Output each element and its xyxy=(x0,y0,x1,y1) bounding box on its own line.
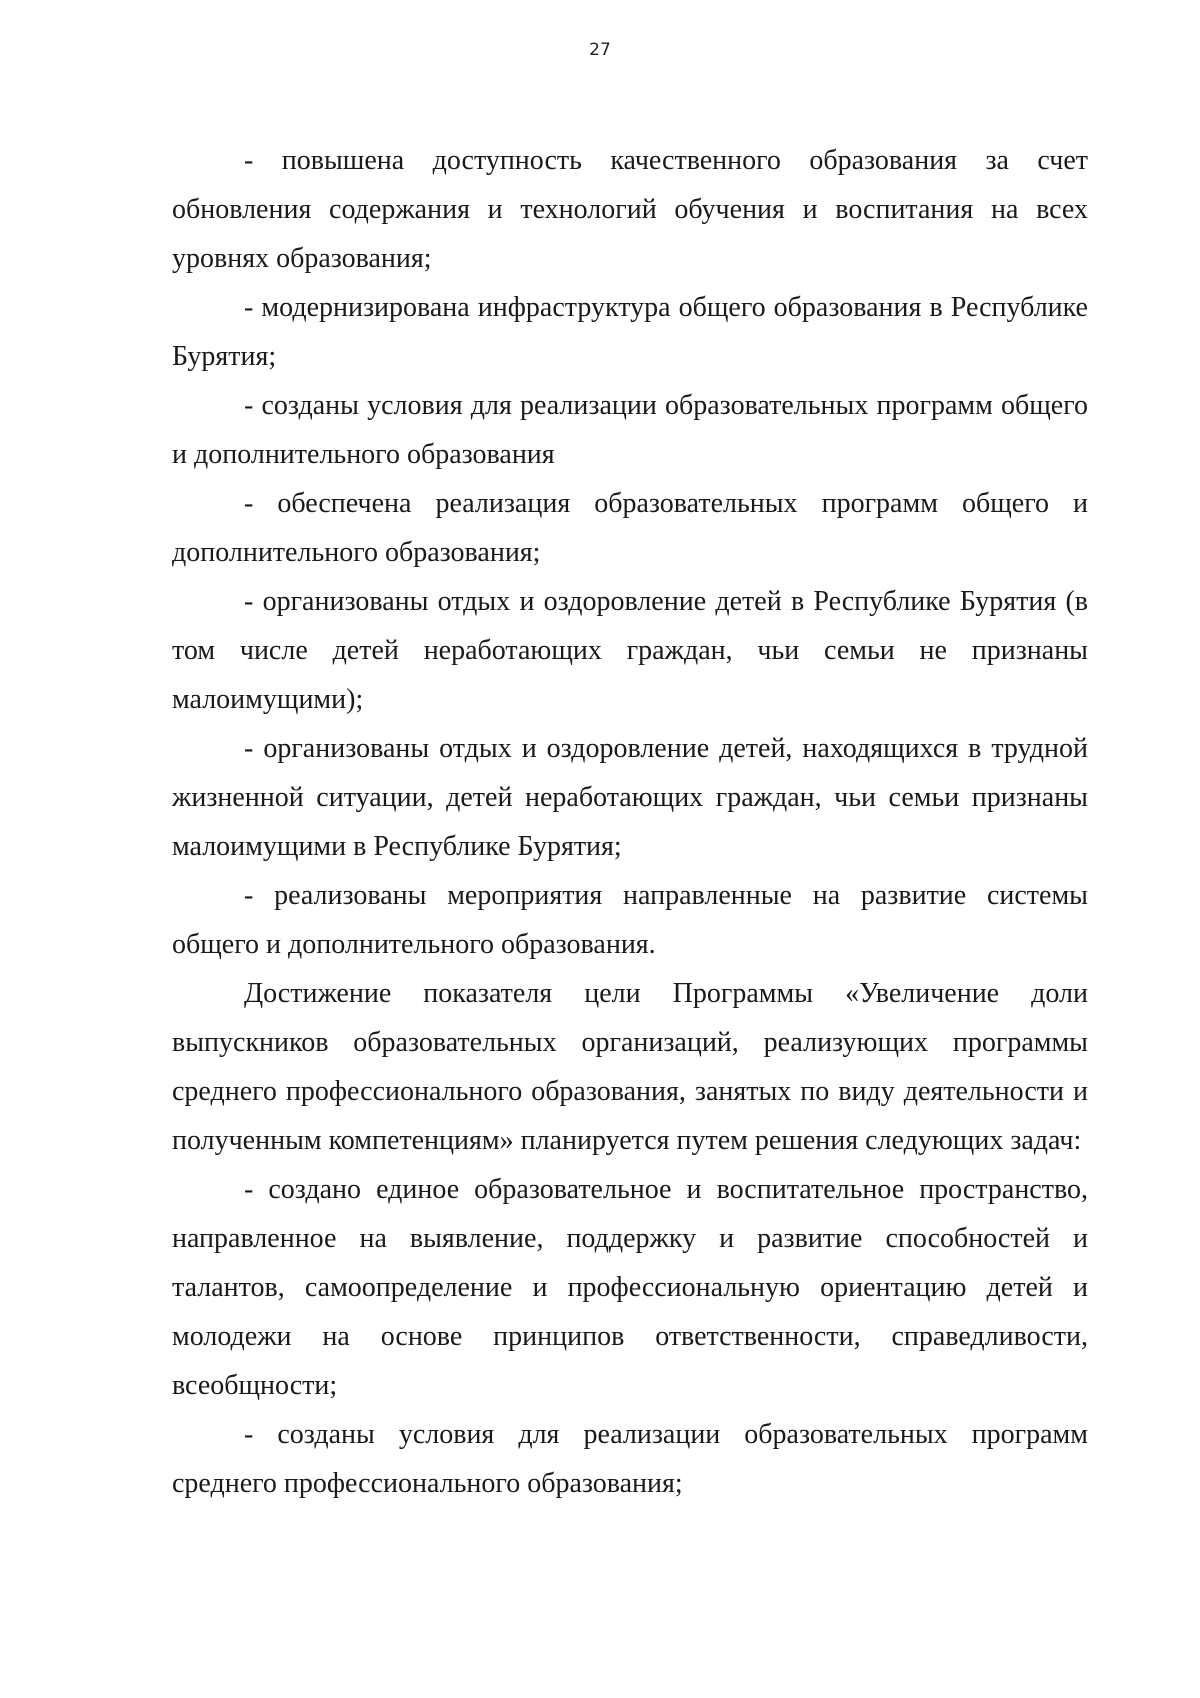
document-body xyxy=(172,136,1088,1508)
paragraph-8: Достижение показателя цели Программы «Увеличение доли выпускников образовательных организаций, реализующих программы среднего профессионального образования, занятых по виду деятельности и полученным компетенциям» планируется путем решения следующих задач: xyxy=(172,978,1088,1156)
paragraph-7: - реализованы мероприятия направленные на развитие системы общего и дополнительного образования. xyxy=(172,880,1088,960)
paragraph-5: - организованы отдых и оздоровление детей в Республике Бурятия (в том числе детей неработающих граждан, чьи семьи не признаны малоимущими); xyxy=(172,586,1088,715)
paragraph-1: - повышена доступность качественного образования за счет обновления содержания и технологий обучения и воспитания на всех уровнях образования; xyxy=(172,145,1088,274)
paragraph-9: - создано единое образовательное и воспитательное пространство, направленное на выявление, поддержку и развитие способностей и талантов, самоопределение и профессиональную ориентацию детей и молодежи на основе принципов ответственности, справедливости, всеобщности; xyxy=(172,1174,1088,1401)
paragraph-4: - обеспечена реализация образовательных программ общего и дополнительного образования; xyxy=(172,488,1088,568)
paragraph-6: - организованы отдых и оздоровление детей, находящихся в трудной жизненной ситуации, детей неработающих граждан, чьи семьи признаны малоимущими в Республике Бурятия; xyxy=(172,733,1088,862)
paragraph-10: - созданы условия для реализации образовательных программ среднего профессионального образования; xyxy=(172,1419,1088,1499)
paragraph-2: - модернизирована инфраструктура общего образования в Республике Бурятия; xyxy=(172,292,1088,372)
paragraph-3: - созданы условия для реализации образовательных программ общего и дополнительного образования xyxy=(172,390,1088,470)
page-number: 27 xyxy=(589,40,611,60)
